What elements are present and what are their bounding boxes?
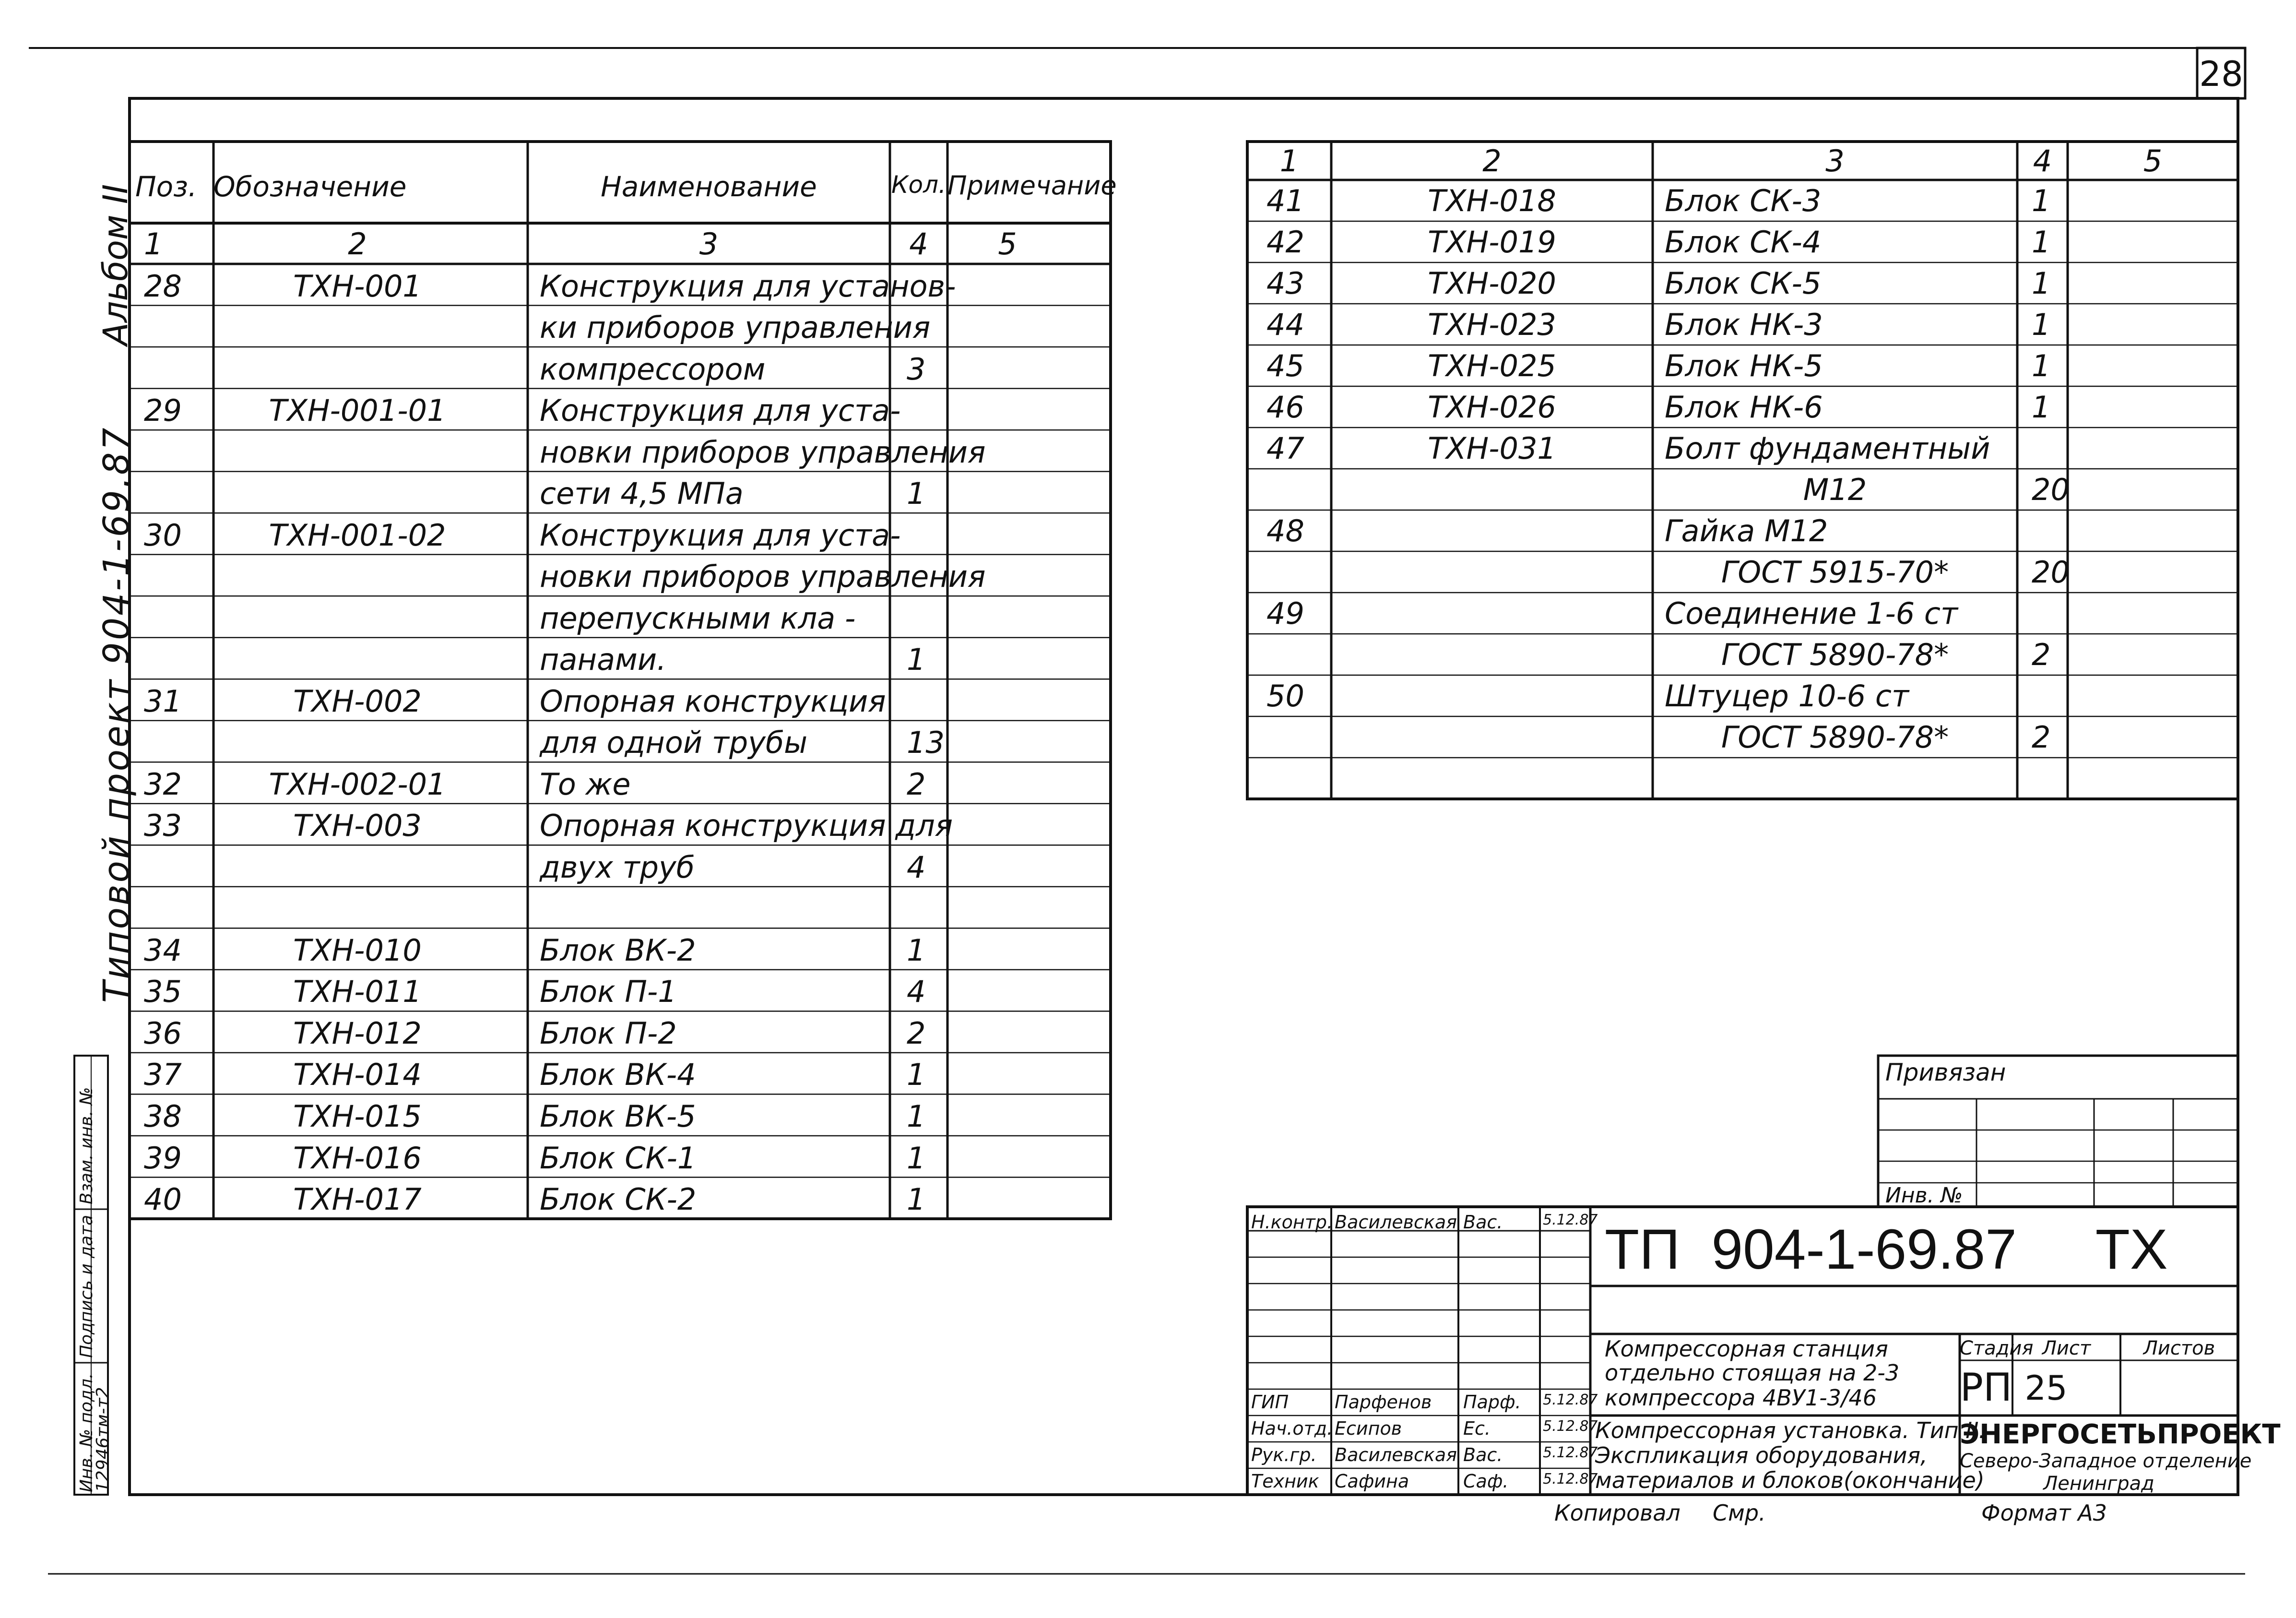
row-qty: 1 xyxy=(907,476,926,512)
r-col-number-2: 2 xyxy=(1482,143,1502,178)
row-pos: 34 xyxy=(144,932,182,968)
row-qty: 2 xyxy=(2032,719,2051,755)
row-pos: 31 xyxy=(144,683,182,719)
sheets-header: Листов xyxy=(2143,1337,2215,1359)
project-label: Типовой проект 904-1-69.87 xyxy=(96,426,137,1003)
col-number-5: 5 xyxy=(998,226,1017,262)
object-name-line: Компрессорная станция xyxy=(1605,1336,1888,1362)
row-code: ТХН-012 xyxy=(293,1015,422,1051)
stage-header: Стадия xyxy=(1960,1337,2034,1359)
sheet-name-line: Экспликация оборудования, xyxy=(1595,1442,1928,1468)
person-name: Василевская xyxy=(1335,1212,1457,1233)
privyazan-label: Привязан xyxy=(1885,1059,2006,1086)
row-qty: 3 xyxy=(907,351,926,387)
sign-date: 5.12.87 xyxy=(1543,1212,1598,1228)
row-name: Гайка М12 xyxy=(1665,513,1828,548)
inventory-label: Инв. № xyxy=(1885,1183,1963,1208)
row-name: Блок ВК-4 xyxy=(540,1057,696,1093)
row-pos: 33 xyxy=(144,808,182,844)
row-name: Блок СК-1 xyxy=(540,1140,697,1176)
row-code: ТХН-001 xyxy=(293,268,422,304)
album-label: Альбом II xyxy=(96,184,135,345)
row-code: ТХН-002-01 xyxy=(269,766,446,802)
row-name: ГОСТ 5915-70* xyxy=(1721,554,1949,590)
object-name-line: отдельно стоящая на 2-3 xyxy=(1605,1360,1900,1386)
row-qty: 1 xyxy=(907,1057,926,1093)
row-qty: 1 xyxy=(907,1140,926,1176)
sign-date: 5.12.87 xyxy=(1543,1418,1598,1435)
header-note: Примечание xyxy=(947,170,1117,201)
row-code: ТХН-019 xyxy=(1428,224,1556,260)
row-code: ТХН-002 xyxy=(293,683,422,719)
row-pos: 29 xyxy=(144,393,182,428)
row-code: ТХН-018 xyxy=(1428,183,1556,218)
row-name: М12 xyxy=(1803,472,1867,507)
format-label: Формат А3 xyxy=(1981,1500,2107,1526)
row-name: Блок П-2 xyxy=(540,1015,677,1051)
person-name: Василевская xyxy=(1335,1444,1457,1465)
row-qty: 1 xyxy=(2032,265,2051,301)
row-name: ГОСТ 5890-78* xyxy=(1721,719,1949,755)
row-qty: 13 xyxy=(907,725,945,761)
row-qty: 1 xyxy=(2032,224,2051,260)
row-name: для одной трубы xyxy=(540,725,808,761)
row-name: ки приборов управления xyxy=(540,310,931,345)
signature: Ес. xyxy=(1463,1418,1491,1439)
row-code: ТХН-023 xyxy=(1428,307,1556,342)
col-number-3: 3 xyxy=(699,226,719,262)
row-pos: 46 xyxy=(1266,389,1304,425)
row-name: новки приборов управления xyxy=(540,559,986,595)
row-qty: 2 xyxy=(907,766,926,802)
org-branch: Северо-Западное отделение xyxy=(1960,1450,2252,1472)
row-qty: 1 xyxy=(907,642,926,678)
r-col-number-1: 1 xyxy=(1279,143,1299,178)
stamp-inventory-value: 12946тм-т2 xyxy=(93,1387,113,1492)
row-code: ТХН-010 xyxy=(293,932,422,968)
row-code: ТХН-011 xyxy=(293,974,422,1010)
row-code: ТХН-003 xyxy=(293,808,422,844)
sign-date: 5.12.87 xyxy=(1543,1471,1598,1487)
row-pos: 37 xyxy=(144,1057,182,1093)
row-name: компрессором xyxy=(540,351,766,387)
row-name: Блок СК-2 xyxy=(540,1182,697,1217)
stamp-label-signature: Подпись и дата xyxy=(77,1214,96,1358)
sign-date: 5.12.87 xyxy=(1543,1392,1598,1408)
r-col-number-3: 3 xyxy=(1825,143,1845,178)
row-qty: 1 xyxy=(2032,348,2051,383)
r-col-number-4: 4 xyxy=(2033,143,2052,178)
col-number-1: 1 xyxy=(144,226,163,262)
object-name-line: компрессора 4ВУ1-3/46 xyxy=(1605,1385,1877,1411)
header-name: Наименование xyxy=(601,170,817,203)
row-pos: 38 xyxy=(144,1099,182,1134)
row-qty: 1 xyxy=(907,1182,926,1217)
sheet-header: Лист xyxy=(2042,1337,2091,1359)
row-pos: 39 xyxy=(144,1140,182,1176)
person-name: Сафина xyxy=(1335,1471,1409,1492)
row-pos: 41 xyxy=(1266,183,1304,218)
row-pos: 32 xyxy=(144,766,182,802)
row-code: ТХН-017 xyxy=(293,1182,422,1217)
row-pos: 42 xyxy=(1266,224,1304,260)
row-name: перепускными кла - xyxy=(540,600,856,636)
row-pos: 43 xyxy=(1266,265,1304,301)
r-col-number-5: 5 xyxy=(2143,143,2163,178)
row-code: ТХН-014 xyxy=(293,1057,422,1093)
row-qty: 20 xyxy=(2032,554,2070,590)
sign-date: 5.12.87 xyxy=(1543,1444,1598,1461)
row-pos: 49 xyxy=(1266,595,1304,631)
row-name: Опорная конструкция для xyxy=(540,808,953,844)
row-name: Блок СК-4 xyxy=(1665,224,1822,260)
signature: Саф. xyxy=(1463,1471,1509,1492)
role-label: Рук.гр. xyxy=(1251,1444,1317,1465)
stamp-label-replaced: Взам. инв. № xyxy=(77,1087,96,1204)
role-label: Н.контр. xyxy=(1251,1212,1333,1233)
header-pos: Поз. xyxy=(135,170,197,203)
row-name: Блок ВК-2 xyxy=(540,932,696,968)
row-name: То же xyxy=(540,766,631,802)
row-code: ТХН-025 xyxy=(1428,348,1556,383)
row-name: Блок НК-5 xyxy=(1665,348,1823,383)
row-code: ТХН-031 xyxy=(1428,430,1556,466)
row-name: Болт фундаментный xyxy=(1665,430,1990,466)
copied-label: Копировал xyxy=(1554,1500,1681,1526)
row-name: Опорная конструкция xyxy=(540,683,886,719)
role-label: Техник xyxy=(1251,1471,1319,1492)
row-qty: 4 xyxy=(907,849,926,885)
role-label: ГИП xyxy=(1251,1392,1289,1413)
row-name: Блок НК-6 xyxy=(1665,389,1823,425)
col-number-4: 4 xyxy=(909,226,928,262)
row-qty: 1 xyxy=(2032,183,2051,218)
row-code: ТХН-026 xyxy=(1428,389,1556,425)
row-name: Штуцер 10-6 ст xyxy=(1665,678,1909,714)
row-pos: 35 xyxy=(144,974,182,1010)
row-code: ТХН-016 xyxy=(293,1140,422,1176)
person-name: Парфенов xyxy=(1335,1392,1432,1413)
col-number-2: 2 xyxy=(348,226,367,262)
row-qty: 20 xyxy=(2032,472,2070,507)
row-name: сети 4,5 МПа xyxy=(540,476,744,512)
row-name: Конструкция для установ- xyxy=(540,268,956,304)
sheet-name-line: материалов и блоков(окончание) xyxy=(1595,1467,1985,1493)
row-qty: 4 xyxy=(907,974,926,1010)
signature: Парф. xyxy=(1463,1392,1521,1413)
row-pos: 36 xyxy=(144,1015,182,1051)
row-pos: 48 xyxy=(1266,513,1304,548)
row-name: Блок П-1 xyxy=(540,974,677,1010)
row-name: Блок СК-5 xyxy=(1665,265,1822,301)
row-pos: 50 xyxy=(1266,678,1304,714)
document-designation: ТП 904-1-69.87 ТХ xyxy=(1605,1218,2168,1281)
row-name: Соединение 1-6 ст xyxy=(1665,595,1958,631)
row-code: ТХН-015 xyxy=(293,1099,422,1134)
row-name: Блок СК-3 xyxy=(1665,183,1822,218)
row-code: ТХН-020 xyxy=(1428,265,1556,301)
row-pos: 45 xyxy=(1266,348,1304,383)
stamp-label-inventory: Инв. № подл. xyxy=(77,1373,96,1492)
row-qty: 2 xyxy=(2032,637,2051,672)
row-name: новки приборов управления xyxy=(540,434,986,470)
row-name: ГОСТ 5890-78* xyxy=(1721,637,1949,672)
row-name: Блок НК-3 xyxy=(1665,307,1823,342)
row-pos: 28 xyxy=(144,268,182,304)
row-name: панами. xyxy=(540,642,666,678)
row-name: Конструкция для уста- xyxy=(540,393,901,428)
header-qty: Кол. xyxy=(891,171,946,199)
row-name: Блок ВК-5 xyxy=(540,1099,696,1134)
row-name: Конструкция для уста- xyxy=(540,517,901,553)
person-name: Есипов xyxy=(1335,1418,1402,1439)
sheet-value: 25 xyxy=(2024,1368,2068,1408)
row-qty: 2 xyxy=(907,1015,926,1051)
row-qty: 1 xyxy=(907,1099,926,1134)
row-pos: 44 xyxy=(1266,307,1304,342)
row-code: ТХН-001-02 xyxy=(269,517,446,553)
signature: Вас. xyxy=(1463,1212,1503,1233)
org-city: Ленинград xyxy=(2043,1473,2154,1495)
row-pos: 40 xyxy=(144,1182,182,1217)
row-code: ТХН-001-01 xyxy=(269,393,446,428)
row-pos: 47 xyxy=(1266,430,1304,466)
row-qty: 1 xyxy=(2032,389,2051,425)
row-qty: 1 xyxy=(2032,307,2051,342)
role-label: Нач.отд. xyxy=(1251,1418,1333,1439)
header-designation: Обозначение xyxy=(213,170,407,203)
row-pos: 30 xyxy=(144,517,182,553)
org-name: ЭНЕРГОСЕТЬПРОЕКТ xyxy=(1960,1419,2281,1450)
sheet-number: 28 xyxy=(2199,54,2243,94)
signature: Вас. xyxy=(1463,1444,1503,1465)
row-name: двух труб xyxy=(540,849,695,885)
copied-signature: Смр. xyxy=(1713,1500,1766,1526)
row-qty: 1 xyxy=(907,932,926,968)
sheet-name-line: Компрессорная установка. Тип II. xyxy=(1595,1417,1986,1443)
stage-value: РП xyxy=(1960,1365,2012,1410)
